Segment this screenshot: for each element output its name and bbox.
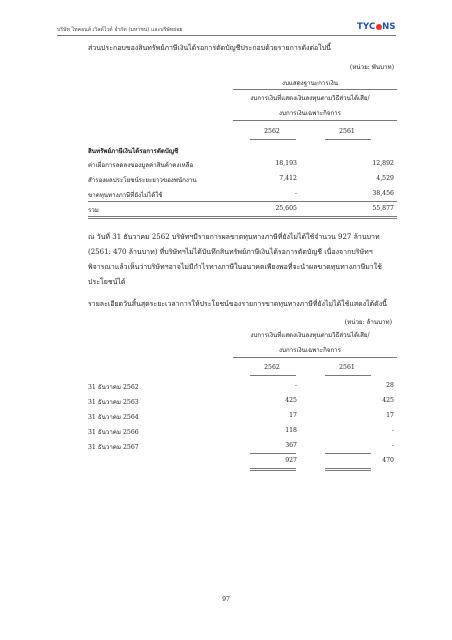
table-cell: 7,412 (279, 175, 297, 182)
paragraph-line-4: ประโยชน์ได้ (88, 278, 126, 286)
table-cell: 927 (285, 457, 297, 464)
table-cell: 25,605 (275, 205, 297, 212)
table-cell: 55,877 (372, 205, 394, 212)
section2-col-group-b: งบการเงินเฉพาะกิจการ (279, 347, 341, 354)
table-cell: 12,892 (372, 160, 394, 167)
section1-col-group-2a: งบการเงินที่แสดงเงินลงทุนตามวิธีส่วนได้เสีย/ (250, 95, 370, 102)
section2-year-rule-1 (250, 375, 296, 376)
section1-col-group-1: งบแสดงฐานะการเงิน (281, 80, 339, 87)
section2-intro: รายละเอียดวันสิ้นสุดระยะเวลาการให้ประโยชน์ของรายการขาดทุนทางภาษีที่ยังไม่ได้ใช้แสดงได้ดังนี้ (88, 300, 387, 308)
header-divider (57, 35, 396, 36)
section2-col-group-a: งบการเงินที่แสดงเงินลงทุนตามวิธีส่วนได้เสีย/ (250, 332, 370, 339)
section2-double-rule-2a (325, 468, 371, 469)
year-rule-1 (250, 139, 296, 140)
table-cell: 17 (289, 412, 297, 419)
section2-header-rule (233, 357, 397, 358)
section2-year-rule-2 (325, 375, 371, 376)
header-rule-1 (233, 89, 397, 90)
header-rule-2 (233, 120, 397, 121)
table-cell: 18,193 (275, 160, 297, 167)
table-cell: 367 (285, 442, 297, 449)
company-logo: TYC NS (357, 22, 396, 32)
table-cell: - (391, 427, 394, 434)
list-item: 31 ธันวาคม 2564 (88, 414, 139, 421)
total-bottom-rule-2 (88, 218, 397, 219)
section2-total-rule-2 (325, 453, 371, 454)
table-row-label: ค่าเผื่อการลดลงของมูลค่าสินค้าคงเหลือ (88, 162, 194, 169)
table-cell: 425 (382, 397, 394, 404)
section1-unit: (หน่วย: พันบาท) (349, 64, 394, 71)
section2-year-1: 2562 (264, 364, 280, 371)
year-rule-2 (325, 139, 371, 140)
total-label: รวม (88, 207, 99, 214)
table-cell: 4,529 (376, 175, 394, 182)
section2-unit: (หน่วย: ล้านบาท) (344, 319, 392, 326)
list-item: 31 ธันวาคม 2562 (88, 384, 139, 391)
section2-double-rule-1a (250, 468, 296, 469)
logo-dot-icon (376, 24, 382, 30)
table-cell: - (391, 442, 394, 449)
table-cell: 17 (386, 412, 394, 419)
table-cell: 38,456 (372, 190, 394, 197)
paragraph-line-3: พิจารณาแล้วเห็นว่าบริษัทฯอาจไม่มีกำไรทางภาษีในอนาคตเพียงพอที่จะนำผลขาดทุนทางภาษีมาใช้ (88, 263, 382, 271)
section2-double-rule-2b (325, 470, 371, 471)
section2-total-rule-1 (250, 453, 296, 454)
total-bottom-rule (88, 216, 397, 217)
section2-year-2: 2561 (339, 364, 355, 371)
total-top-rule (88, 201, 397, 202)
table-cell: 28 (386, 382, 394, 389)
page-number: 97 (222, 596, 230, 603)
section1-col-group-2b: งบการเงินเฉพาะกิจการ (279, 110, 341, 117)
paragraph-line-2: (2561: 470 ล้านบาท) ที่บริษัทฯไม่ได้บันทึกสินทรัพย์ภาษีเงินได้รอการตัดบัญชี เนื่องจากบริษัทฯ (88, 248, 373, 256)
section1-year-2: 2561 (339, 128, 355, 135)
company-header: บริษัท ไทคอนส์ เวิลด์ไวด์ จำกัด (มหาชน) และบริษัทย่อย (57, 27, 183, 33)
section1-table-title: สินทรัพย์ภาษีเงินได้รอการตัดบัญชี (88, 148, 179, 155)
section1-intro: ส่วนประกอบของสินทรัพย์ภาษีเงินได้รอการตัดบัญชีประกอบด้วยรายการดังต่อไปนี้ (88, 44, 331, 52)
table-cell: 425 (285, 397, 297, 404)
section1-year-1: 2562 (264, 128, 280, 135)
table-cell: - (294, 190, 297, 197)
table-row-label: สำรองผลประโยชน์ระยะยาวของพนักงาน (88, 177, 197, 184)
list-item: 31 ธันวาคม 2567 (88, 444, 139, 451)
list-item: 31 ธันวาคม 2563 (88, 399, 139, 406)
table-cell: 470 (382, 457, 394, 464)
section2-double-rule-1b (250, 470, 296, 471)
table-row-label: ขาดทุนทางภาษีที่ยังไม่ได้ใช้ (88, 192, 163, 199)
table-cell: - (294, 382, 297, 389)
table-cell: 118 (285, 427, 297, 434)
paragraph-line-1: ณ วันที่ 31 ธันวาคม 2562 บริษัทฯมีรายการผลขาดทุนทางภาษีที่ยังไม่ได้ใช้จำนวน 927 ล้านบาท (88, 233, 380, 241)
list-item: 31 ธันวาคม 2566 (88, 429, 139, 436)
